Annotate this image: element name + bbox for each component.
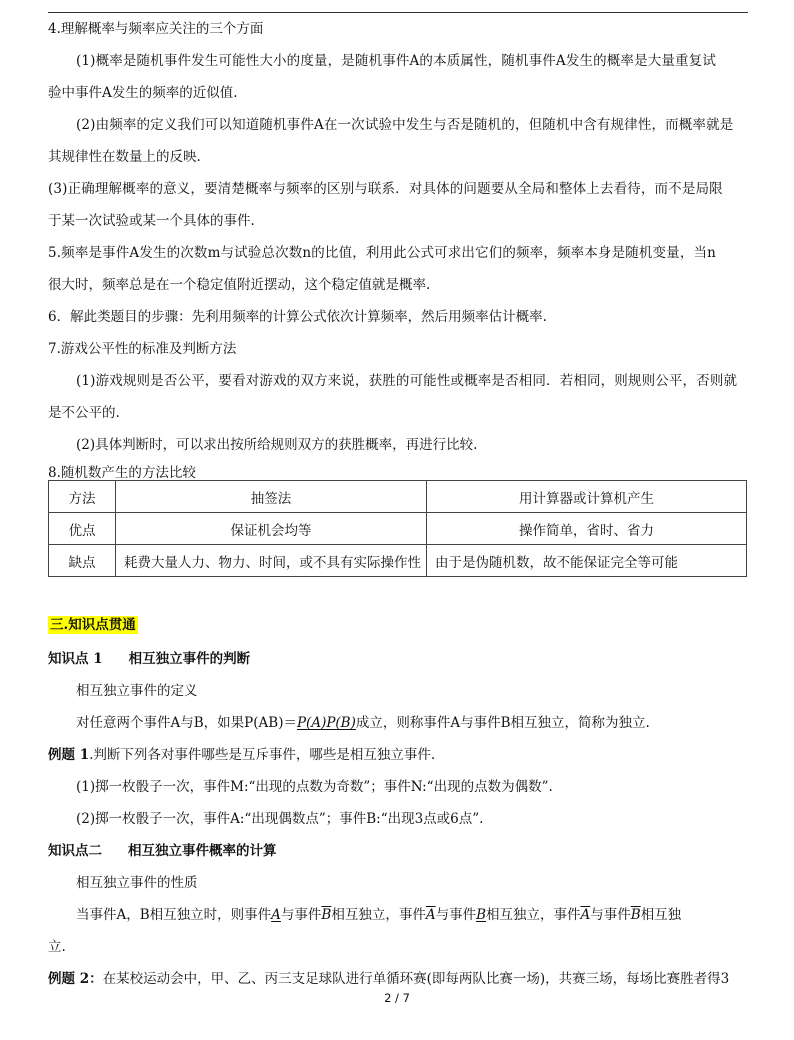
example-1-label: 例题 1 bbox=[48, 747, 90, 763]
section-title-text: 三.知识点贯通 bbox=[50, 617, 136, 633]
paragraph-line: 其规律性在数量上的反映. bbox=[48, 149, 201, 165]
kp1-label: 知识点 1 bbox=[48, 651, 103, 667]
example-1-part-1: (1)掷一枚骰子一次，事件M:“出现的点数为奇数”；事件N:“出现的点数为偶数”. bbox=[76, 779, 553, 795]
method-comparison-table bbox=[48, 480, 747, 577]
table-row bbox=[49, 513, 747, 545]
example-1-part-2: (2)掷一枚骰子一次，事件A:“出现偶数点”；事件B:“出现3点或6点”. bbox=[76, 811, 484, 827]
table-cell: 保证机会均等 bbox=[116, 513, 427, 545]
kp1-title: 相互独立事件的判断 bbox=[128, 651, 251, 667]
kp2-label: 知识点二 bbox=[48, 843, 102, 859]
page-number: 2 / 7 bbox=[384, 991, 410, 1005]
table-cell: 由于是伪随机数，故不能保证完全等可能 bbox=[427, 545, 747, 577]
paragraph-line: (1)游戏规则是否公平，要看对游戏的双方来说，获胜的可能性或概率是否相同．若相同，则规则公平，否则就 bbox=[76, 373, 738, 389]
table-header-cell: 抽签法 bbox=[116, 481, 427, 513]
knowledge-point-2 bbox=[48, 842, 277, 860]
kp2-title: 相互独立事件概率的计算 bbox=[128, 843, 277, 859]
table-header-cell: 方法 bbox=[49, 481, 116, 513]
paragraph-line: 是不公平的. bbox=[48, 405, 120, 421]
heading-4: 4.理解概率与频率应关注的三个方面 bbox=[48, 21, 264, 37]
definition-blank-answer: P(A)P(B) bbox=[296, 715, 356, 731]
table-header-cell: 用计算器或计算机产生 bbox=[427, 481, 747, 513]
paragraph-line: (3)正确理解概率的意义，要清楚概率与频率的区别与联系．对具体的问题要从全局和整体上去看待，而不是局限 bbox=[48, 181, 723, 197]
paragraph-line: 于某一次试验或某一个具体的事件. bbox=[48, 213, 255, 229]
paragraph-line: 验中事件A发生的频率的近似值. bbox=[48, 85, 238, 101]
paragraph-line: (2)由频率的定义我们可以知道随机事件A在一次试验中发生与否是随机的，但随机中含有规律性，而概率就是 bbox=[76, 117, 734, 133]
paragraph-line: (2)具体判断时，可以求出按所给规则双方的获胜概率，再进行比较. bbox=[76, 437, 478, 453]
knowledge-point-1 bbox=[48, 650, 250, 668]
section-title bbox=[48, 616, 138, 634]
example-2-label: 例题 2： bbox=[48, 971, 103, 987]
property-title: 相互独立事件的性质 bbox=[76, 875, 198, 891]
table-cell: 耗费大量人力、物力、时间，或不具有实际操作性 bbox=[116, 545, 427, 577]
heading-5: 5.频率是事件A发生的次数m与试验总次数n的比值，利用此公式可求出它们的频率，频率本身是随机变量，当n bbox=[48, 245, 716, 261]
table-cell: 优点 bbox=[49, 513, 116, 545]
table-cell: 操作简单，省时、省力 bbox=[427, 513, 747, 545]
property-text-end: 立. bbox=[48, 939, 66, 955]
property-text: 当事件A，B相互独立时，则事件A与事件$\overline{B}$相互独立，事件$\overline{A}$与事件B相互独立，事件$\overline{A}$与事件$\overline{B}$相互独 bbox=[76, 907, 682, 923]
heading-6: 6．解此类题目的步骤：先利用频率的计算公式依次计算频率，然后用频率估计概率. bbox=[48, 309, 547, 325]
table-header-row bbox=[49, 481, 747, 513]
table-row bbox=[49, 545, 747, 577]
definition-text: 对任意两个事件A与B，如果P(AB)＝P(A)P(B)成立，则称事件A与事件B相互独立，简称为独立. bbox=[76, 715, 650, 731]
paragraph-line: 很大时，频率总是在一个稳定值附近摆动，这个稳定值就是概率. bbox=[48, 277, 431, 293]
example-1-statement: 例题 1.判断下列各对事件哪些是互斥事件，哪些是相互独立事件. bbox=[48, 747, 436, 763]
heading-7: 7.游戏公平性的标准及判断方法 bbox=[48, 341, 237, 357]
paragraph-line: (1)概率是随机事件发生可能性大小的度量，是随机事件A的本质属性，随机事件A发生的概率是大量重复试 bbox=[76, 53, 716, 69]
heading-8: 8.随机数产生的方法比较 bbox=[48, 465, 196, 481]
header-rule bbox=[48, 12, 748, 13]
table-cell: 缺点 bbox=[49, 545, 116, 577]
example-2-statement: 例题 2：在某校运动会中，甲、乙、丙三支足球队进行单循环赛(即每两队比赛一场)，共赛三场，每场比赛胜者得3 bbox=[48, 971, 730, 987]
definition-title: 相互独立事件的定义 bbox=[76, 683, 198, 699]
